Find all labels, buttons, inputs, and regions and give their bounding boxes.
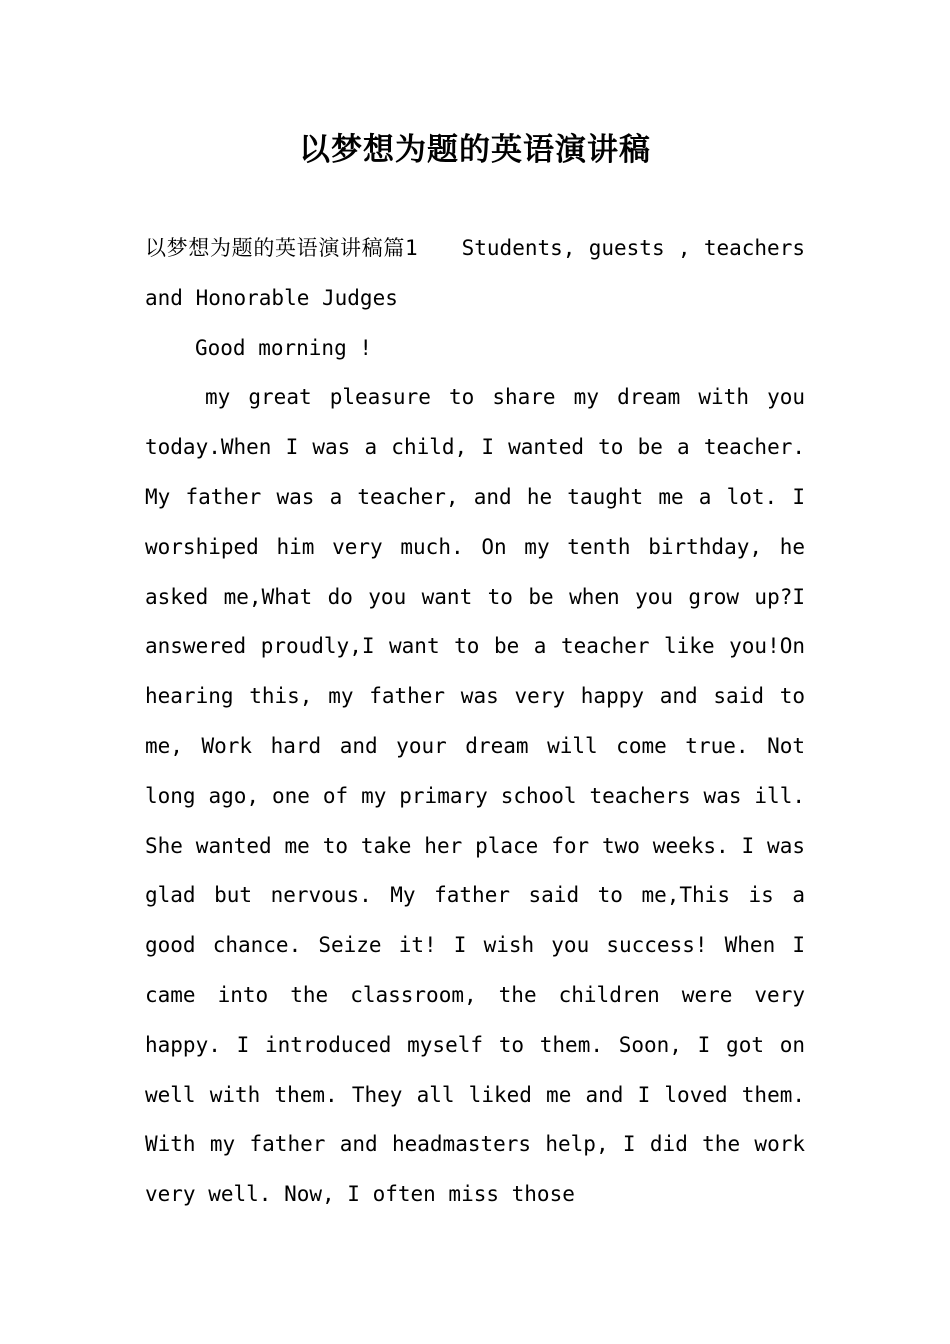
document-title: 以梦想为题的英语演讲稿 [299,132,651,168]
document-body [145,224,805,1220]
paragraph-main: my great pleasure to share my dream with you today.When I was a child, I wanted to be a teacher. My father was a teacher, and he taught me a lot. I worshiped him very much. On my tenth birthday, he asked me,What do you want to be when you grow up?I answered proudly,I want to be a teacher like you!On hearing this, my father was very happy and said to me, Work hard and your dream will come true. Not long ago, one of my primary school teachers was ill. She wanted me to take her place for two weeks. I was glad but nervous. My father said to me,This is a good chance. Seize it! I wish you success! When I came into the classroom, the children were very happy. I introduced myself to them. Soon, I got on well with them. They all liked me and I loved them. With my father and headmasters help, I did the work very well. Now, I often miss those [145,385,805,1207]
paragraph-intro: 以梦想为题的英语演讲稿篇1 Students, guests , teachers and Honorable Judges [145,236,805,310]
paragraph-greeting: Good morning ! [195,335,373,360]
